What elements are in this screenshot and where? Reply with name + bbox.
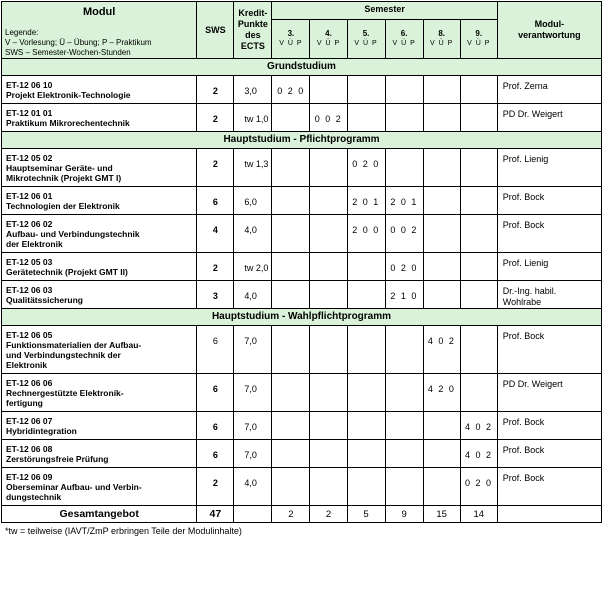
responsible-cell <box>497 149 601 187</box>
module-row <box>2 149 602 187</box>
legend-line-1: V – Vorlesung; Ü – Übung; P – Praktikum <box>5 38 152 47</box>
module-cell <box>2 412 197 440</box>
semester-number: 3. <box>287 29 295 39</box>
header-resp-line-1: Modul- <box>534 19 565 29</box>
responsible-cell <box>497 326 601 374</box>
sws-value: 6 <box>197 412 234 440</box>
semester-hours <box>385 326 423 374</box>
module-name: Funktionsmaterialien der Aufbau- <box>6 340 142 350</box>
semester-hours <box>423 412 460 440</box>
header-semester: Semester <box>272 2 497 20</box>
module-cell <box>2 215 197 253</box>
module-cell <box>2 76 197 104</box>
sws-value: 6 <box>197 326 234 374</box>
module-cell <box>2 149 197 187</box>
kp-value: 4,0 <box>234 215 272 253</box>
total-resp <box>497 506 601 523</box>
semester-hours <box>460 104 497 132</box>
semester-hours: 2 1 0 <box>385 281 423 309</box>
total-semester: 9 <box>385 506 423 523</box>
semester-hours: 4 2 0 <box>423 374 460 412</box>
semester-hours <box>460 215 497 253</box>
module-code: ET-12 06 02 <box>6 219 53 229</box>
module-name: Rechnergestützte Elektronik- <box>6 388 124 398</box>
semester-hours <box>310 326 347 374</box>
module-name: Technologien der Elektronik <box>6 201 120 211</box>
semester-hours: 2 0 1 <box>347 187 385 215</box>
semester-hours <box>460 374 497 412</box>
total-semester: 5 <box>347 506 385 523</box>
module-name: Projekt Elektronik-Technologie <box>6 90 131 100</box>
sws-value: 2 <box>197 76 234 104</box>
module-cell <box>2 374 197 412</box>
module-cell <box>2 468 197 506</box>
semester-hours <box>460 76 497 104</box>
legend <box>2 18 196 58</box>
responsible-cell <box>497 215 601 253</box>
semester-hours: 0 2 0 <box>385 253 423 281</box>
module-cell <box>2 187 197 215</box>
semester-hours <box>347 76 385 104</box>
semester-hours <box>347 412 385 440</box>
module-name: Qualitätssicherung <box>6 295 83 305</box>
semester-vup: V Ü P <box>354 40 378 48</box>
sws-value: 2 <box>197 253 234 281</box>
module-name: Zerstörungsfreie Prüfung <box>6 454 109 464</box>
semester-hours <box>423 215 460 253</box>
semester-hours <box>272 215 310 253</box>
module-name: Elektronik <box>6 360 48 370</box>
header-kp-line: des <box>245 30 261 40</box>
responsible-cell <box>497 468 601 506</box>
header-kp <box>234 2 272 59</box>
module-code: ET-12 06 05 <box>6 330 53 340</box>
module-code: ET-12 05 03 <box>6 257 53 267</box>
module-name: fertigung <box>6 398 43 408</box>
header-sws: SWS <box>197 2 234 59</box>
semester-hours <box>272 104 310 132</box>
responsible-name: Prof. Zerna <box>502 81 548 91</box>
kp-value: 7,0 <box>234 412 272 440</box>
semester-hours <box>272 187 310 215</box>
semester-vup: V Ü P <box>430 40 454 48</box>
section-header-row <box>2 132 602 149</box>
semester-vup: V Ü P <box>467 40 491 48</box>
responsible-cell <box>497 440 601 468</box>
semester-hours <box>272 412 310 440</box>
kp-value: tw 1,3 <box>234 149 272 187</box>
semester-hours <box>423 468 460 506</box>
kp-value: 6,0 <box>234 187 272 215</box>
module-table-container <box>1 1 602 536</box>
sws-value: 2 <box>197 104 234 132</box>
responsible-name: PD Dr. Weigert <box>502 379 563 389</box>
semester-hours <box>272 440 310 468</box>
section-title: Hauptstudium - Wahlpflichtprogramm <box>2 309 602 326</box>
module-name: der Elektronik <box>6 239 63 249</box>
module-name: Hybridintegration <box>6 426 77 436</box>
section-title: Hauptstudium - Pflichtprogramm <box>2 132 602 149</box>
semester-hours <box>423 104 460 132</box>
total-row <box>2 506 602 523</box>
responsible-name: Wohlrabe <box>502 297 542 307</box>
semester-hours <box>423 187 460 215</box>
header-modul-cell <box>2 2 197 59</box>
responsible-name: Dr.-Ing. habil. <box>502 286 557 296</box>
responsible-name: Prof. Bock <box>502 220 545 230</box>
semester-number: 4. <box>325 29 332 39</box>
semester-hours <box>423 149 460 187</box>
semester-hours <box>272 253 310 281</box>
total-semester: 2 <box>272 506 310 523</box>
total-label: Gesamtangebot <box>2 506 197 523</box>
semester-hours <box>460 253 497 281</box>
semester-hours <box>272 149 310 187</box>
module-name: Mikrotechnik (Projekt GMT I) <box>6 173 122 183</box>
semester-hours <box>385 374 423 412</box>
responsible-cell <box>497 76 601 104</box>
semester-hours <box>347 253 385 281</box>
module-code: ET-12 06 08 <box>6 444 53 454</box>
header-semester-2 <box>310 20 347 59</box>
header-semester-4 <box>385 20 423 59</box>
responsible-cell <box>497 374 601 412</box>
header-semester-3 <box>347 20 385 59</box>
semester-number: 6. <box>400 29 408 39</box>
semester-hours: 0 2 0 <box>460 468 497 506</box>
semester-hours: 0 2 0 <box>272 76 310 104</box>
kp-value: tw 2,0 <box>234 253 272 281</box>
legend-title: Legende: <box>5 28 39 37</box>
header-semester-1 <box>272 20 310 59</box>
semester-number: 5. <box>362 29 370 39</box>
semester-hours <box>460 326 497 374</box>
semester-hours <box>347 326 385 374</box>
total-semester: 14 <box>460 506 497 523</box>
semester-hours <box>310 412 347 440</box>
module-cell <box>2 253 197 281</box>
module-code: ET-12 06 09 <box>6 472 53 482</box>
semester-hours <box>385 149 423 187</box>
semester-hours <box>310 253 347 281</box>
module-name: Gerätetechnik (Projekt GMT II) <box>6 267 128 277</box>
total-kp <box>234 506 272 523</box>
header-semester-5 <box>423 20 460 59</box>
responsible-cell <box>497 281 601 309</box>
sws-value: 3 <box>197 281 234 309</box>
responsible-cell <box>497 412 601 440</box>
module-name: Praktikum Mikrorechentechnik <box>6 118 130 128</box>
semester-hours <box>385 412 423 440</box>
header-kp-line: Kredit- <box>238 8 268 18</box>
responsible-name: Prof. Bock <box>502 417 545 427</box>
semester-hours <box>423 76 460 104</box>
section-header-row <box>2 309 602 326</box>
sws-value: 6 <box>197 187 234 215</box>
module-table <box>1 1 602 523</box>
semester-number: 9. <box>475 29 483 39</box>
header-resp-line-2: verantwortung <box>518 30 581 40</box>
total-semester: 2 <box>310 506 347 523</box>
responsible-name: PD Dr. Weigert <box>502 109 563 119</box>
responsible-cell <box>497 187 601 215</box>
footnote: *tw = teilweise (IAVT/ZmP erbringen Teile der Modulinhalte) <box>5 526 242 536</box>
kp-value: 4,0 <box>234 281 272 309</box>
kp-value: 4,0 <box>234 468 272 506</box>
semester-hours: 4 0 2 <box>460 440 497 468</box>
module-name: Oberseminar Aufbau- und Verbin- <box>6 482 142 492</box>
semester-hours <box>460 281 497 309</box>
semester-hours <box>272 281 310 309</box>
semester-hours <box>310 76 347 104</box>
module-code: ET-12 06 06 <box>6 378 53 388</box>
module-row <box>2 253 602 281</box>
semester-hours <box>347 468 385 506</box>
legend-line-2: SWS – Semester-Wochen-Stunden <box>5 48 131 57</box>
kp-value: 7,0 <box>234 326 272 374</box>
header-semester-6 <box>460 20 497 59</box>
module-cell <box>2 104 197 132</box>
semester-number: 8. <box>438 29 446 39</box>
semester-hours <box>423 281 460 309</box>
total-semester: 15 <box>423 506 460 523</box>
header-kp-line: Punkte <box>237 19 268 29</box>
semester-hours <box>310 187 347 215</box>
kp-value: 3,0 <box>234 76 272 104</box>
module-code: ET-12 05 02 <box>6 153 53 163</box>
semester-hours <box>385 104 423 132</box>
sws-value: 6 <box>197 374 234 412</box>
semester-hours: 0 2 0 <box>347 149 385 187</box>
kp-value: 7,0 <box>234 374 272 412</box>
semester-hours <box>460 187 497 215</box>
sws-value: 2 <box>197 468 234 506</box>
semester-hours: 4 0 2 <box>423 326 460 374</box>
module-row <box>2 374 602 412</box>
sws-value: 6 <box>197 440 234 468</box>
kp-value: tw 1,0 <box>234 104 272 132</box>
responsible-cell <box>497 104 601 132</box>
kp-value: 7,0 <box>234 440 272 468</box>
responsible-name: Prof. Bock <box>502 192 545 202</box>
semester-hours <box>272 468 310 506</box>
sws-value: 2 <box>197 149 234 187</box>
semester-hours: 0 0 2 <box>310 104 347 132</box>
total-sws: 47 <box>197 506 234 523</box>
module-code: ET-12 06 03 <box>6 285 53 295</box>
section-header-row <box>2 59 602 76</box>
semester-vup: V Ü P <box>279 40 303 48</box>
semester-hours <box>310 374 347 412</box>
header-modul-title: Modul <box>82 6 116 18</box>
semester-hours <box>272 326 310 374</box>
semester-hours <box>347 104 385 132</box>
module-code: ET-12 06 07 <box>6 416 53 426</box>
module-name: und Verbindungstechnik der <box>6 350 121 360</box>
responsible-name: Prof. Bock <box>502 445 545 455</box>
semester-hours <box>310 149 347 187</box>
module-name: dungstechnik <box>6 492 62 502</box>
module-row <box>2 187 602 215</box>
semester-vup: V Ü P <box>316 40 341 48</box>
module-row <box>2 281 602 309</box>
semester-hours <box>423 440 460 468</box>
semester-hours <box>310 215 347 253</box>
module-code: ET-12 06 01 <box>6 191 53 201</box>
module-row <box>2 412 602 440</box>
semester-hours <box>385 440 423 468</box>
module-cell <box>2 281 197 309</box>
module-row <box>2 326 602 374</box>
module-row <box>2 76 602 104</box>
module-code: ET-12 06 10 <box>6 80 53 90</box>
responsible-name: Prof. Bock <box>502 473 545 483</box>
semester-hours <box>385 468 423 506</box>
module-row <box>2 440 602 468</box>
semester-hours: 2 0 0 <box>347 215 385 253</box>
responsible-name: Prof. Lienig <box>502 154 549 164</box>
semester-hours <box>385 76 423 104</box>
semester-hours <box>310 468 347 506</box>
semester-hours <box>347 374 385 412</box>
header-kp-line: ECTS <box>240 41 265 51</box>
semester-hours: 2 0 1 <box>385 187 423 215</box>
semester-hours <box>347 440 385 468</box>
module-row <box>2 104 602 132</box>
responsible-name: Prof. Lienig <box>502 258 549 268</box>
sws-value: 4 <box>197 215 234 253</box>
semester-hours: 0 0 2 <box>385 215 423 253</box>
responsible-name: Prof. Bock <box>502 331 545 341</box>
module-name: Aufbau- und Verbindungstechnik <box>6 229 140 239</box>
module-row <box>2 215 602 253</box>
semester-hours <box>423 253 460 281</box>
module-cell <box>2 440 197 468</box>
module-name: Hauptseminar Geräte- und <box>6 163 113 173</box>
section-title: Grundstudium <box>2 59 602 76</box>
semester-hours <box>310 281 347 309</box>
semester-hours: 4 0 2 <box>460 412 497 440</box>
semester-hours <box>272 374 310 412</box>
semester-vup: V Ü P <box>392 40 416 48</box>
semester-hours <box>310 440 347 468</box>
responsible-cell <box>497 253 601 281</box>
semester-hours <box>460 149 497 187</box>
module-cell <box>2 326 197 374</box>
header-responsibility <box>497 2 601 59</box>
module-code: ET-12 01 01 <box>6 108 53 118</box>
semester-hours <box>347 281 385 309</box>
module-row <box>2 468 602 506</box>
